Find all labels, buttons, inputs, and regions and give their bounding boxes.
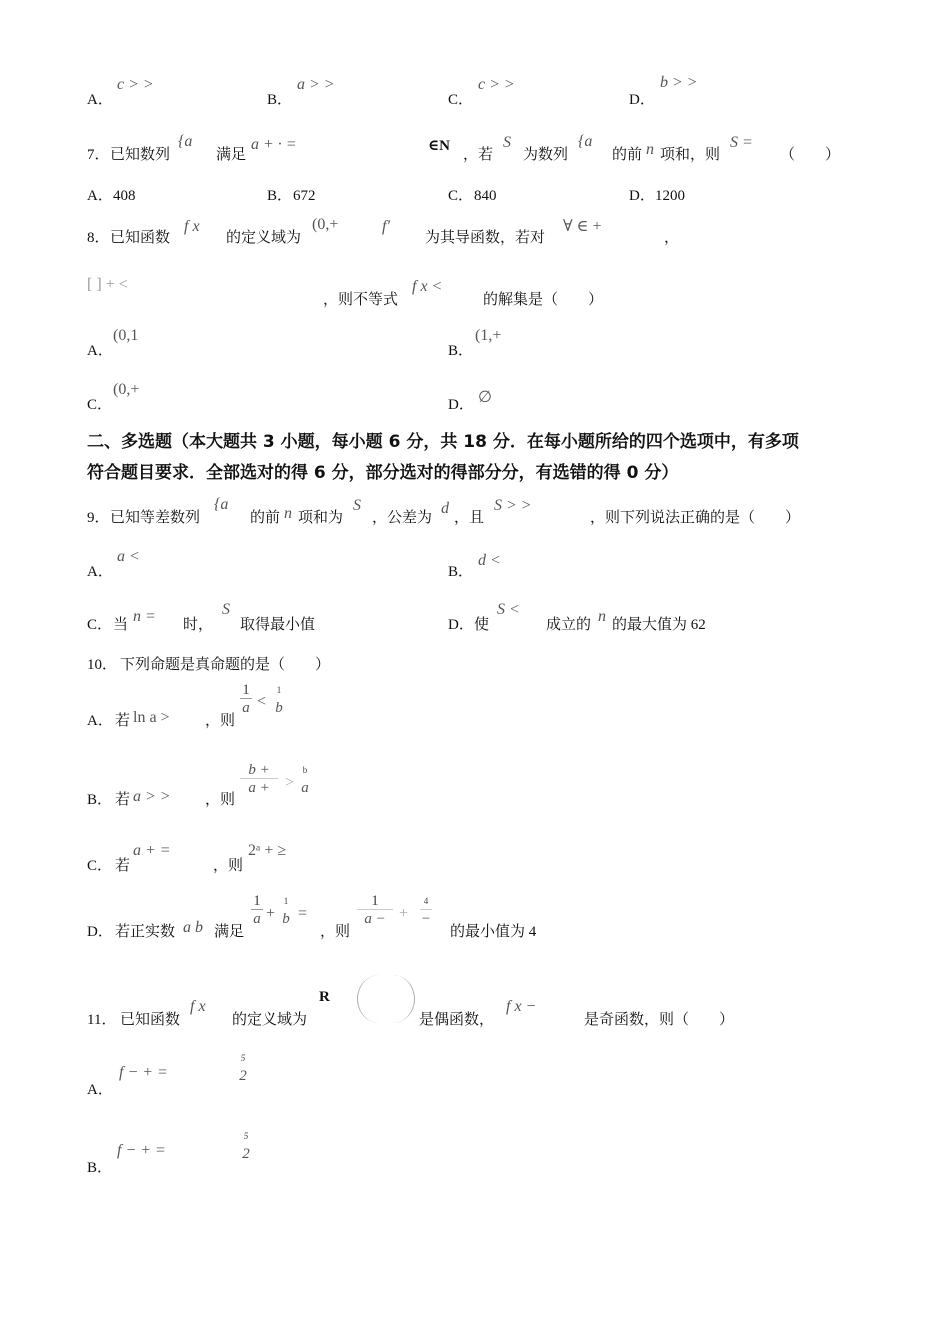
q8-option-c-expr: (0,+ xyxy=(113,381,140,398)
q10-option-a-frac1: 1 a xyxy=(240,682,252,717)
q7-option-a-value: 408 xyxy=(113,188,136,204)
q10-option-b-frac1: b + a + xyxy=(240,762,278,797)
q8-math-bracket-expr: [ ] + < xyxy=(87,276,128,293)
q10-number: 10． xyxy=(87,657,118,673)
q8-text: ， xyxy=(664,230,680,246)
q8-text: 为其导函数，若对 xyxy=(425,230,546,246)
q9-option-b-expr: d < xyxy=(478,552,501,569)
q11-math-r: R xyxy=(319,989,330,1005)
q9-option-a-label: A． xyxy=(87,564,113,580)
q10-option-c-cond: a + = xyxy=(133,842,171,859)
q10-option-d-frac2: 1 b xyxy=(280,893,292,928)
q7-option-b-label: B． xyxy=(267,188,293,204)
q7-math-n: n xyxy=(646,141,654,158)
q10-option-d-vars: a b xyxy=(183,919,203,936)
q10-option-d-mid: 满足 xyxy=(214,924,245,940)
q9-math-n: n xyxy=(284,505,292,522)
q11-option-b-label: B． xyxy=(87,1160,113,1176)
q9-option-d-pre: 使 xyxy=(474,617,490,633)
q10-option-a-cond: ln a > xyxy=(133,709,170,726)
section-2-title-line2: 符合题目要求．全部选对的得 6 分，部分选对的得部分分，有选错的得 0 分） xyxy=(87,463,679,483)
q7-text: ，若 xyxy=(463,147,494,163)
q8-text: 已知函数 xyxy=(110,230,171,246)
q7-math-in-n: ∈N xyxy=(428,138,450,154)
q8-option-d-expr: ∅ xyxy=(478,389,492,406)
q7-answer-paren: （ ） xyxy=(780,147,841,163)
q9-text: 项和为 xyxy=(298,510,344,526)
q9-option-c-pre: 当 xyxy=(113,617,129,633)
q6-option-b-label: B． xyxy=(267,92,293,108)
q10-option-a-rel: < xyxy=(257,693,267,710)
q6-option-a-label: A． xyxy=(87,92,113,108)
q10-option-d-pre: 若正实数 xyxy=(115,924,176,940)
q9-math-seq: {a xyxy=(214,496,229,513)
q9-math-cond: S > > xyxy=(494,497,532,514)
q8-option-a-expr: (0,1 xyxy=(113,327,139,344)
q8-option-b-expr: (1,+ xyxy=(475,327,502,344)
q9-option-d-mid: 成立的 xyxy=(546,617,592,633)
q9-option-c-expr2: S xyxy=(222,601,230,618)
q9-math-d: d xyxy=(441,500,449,517)
q9-option-d-expr2: n xyxy=(598,608,606,625)
q10-option-a-then: ，则 xyxy=(205,713,236,729)
q9-option-c-label: C． xyxy=(87,617,113,633)
q7-math-s-eq: S = xyxy=(730,134,753,151)
q10-option-d-text: 的最小值为 4 xyxy=(450,924,537,940)
section-2-title-line1: 二、多选题（本大题共 3 小题，每小题 6 分，共 18 分．在每小题所给的四个选项中，有多项 xyxy=(87,432,799,452)
q9-text: ，则下列说法正确的是（ ） xyxy=(590,510,801,526)
q6-option-c-expr: c > > xyxy=(478,76,515,93)
q11-text: 是偶函数， xyxy=(419,1012,495,1028)
q9-option-a-expr: a < xyxy=(117,548,140,565)
q7-option-a-label: A． xyxy=(87,188,113,204)
q8-option-c-label: C． xyxy=(87,397,113,413)
q7-math-seq2: {a xyxy=(578,133,593,150)
q6-option-d-label: D． xyxy=(629,92,655,108)
q11-math-paren-expr xyxy=(357,975,415,1023)
q6-option-a-expr: c > > xyxy=(117,76,154,93)
q9-number: 9． xyxy=(87,510,110,526)
q7-text: 的前 xyxy=(612,147,643,163)
q11-text: 已知函数 xyxy=(120,1012,181,1028)
q10-option-a-pre: 若 xyxy=(115,713,131,729)
q10-option-d-frac1: 1 a xyxy=(251,893,263,928)
q8-option-d-label: D． xyxy=(448,397,474,413)
q11-math-fx2: f x − xyxy=(506,998,537,1015)
q9-option-d-expr: S < xyxy=(497,601,520,618)
q7-text: 已知数列 xyxy=(110,147,171,163)
q6-option-d-expr: b > > xyxy=(660,74,698,91)
q8-text: ，则不等式 xyxy=(323,292,399,308)
q10-option-d-plus2: + xyxy=(399,905,409,922)
q8-number: 8． xyxy=(87,230,110,246)
q8-math-forall: ∀ ∈ + xyxy=(563,218,602,235)
q10-option-d-frac3: 1 a − xyxy=(357,893,393,928)
q7-option-d-label: D． xyxy=(629,188,655,204)
q7-math-seq: {a xyxy=(178,133,193,150)
q7-option-d-value: 1200 xyxy=(655,188,685,204)
q7-text: 满足 xyxy=(216,147,247,163)
q7-number: 7． xyxy=(87,147,110,163)
q10-option-d-eq: = xyxy=(298,905,308,922)
q11-text: 是奇函数，则（ ） xyxy=(584,1012,735,1028)
q11-option-a-expr: f − + = xyxy=(119,1064,168,1081)
q10-option-c-concl: 2ᵃ + ≥ xyxy=(248,842,287,859)
q7-math-s: S xyxy=(503,134,511,151)
q9-math-s: S xyxy=(353,497,361,514)
q7-option-c-value: 840 xyxy=(474,188,497,204)
q8-option-a-label: A． xyxy=(87,343,113,359)
q7-text: 为数列 xyxy=(523,147,569,163)
q10-option-d-plus: + xyxy=(266,905,276,922)
q11-option-a-label: A． xyxy=(87,1082,113,1098)
q6-option-c-label: C． xyxy=(448,92,474,108)
q9-option-c-text: 取得最小值 xyxy=(240,617,316,633)
q9-option-c-mid: 时， xyxy=(183,617,214,633)
q11-number: 11． xyxy=(87,1012,117,1028)
q10-option-b-cond: a > > xyxy=(133,788,171,805)
q11-option-a-frac: 5 2 xyxy=(239,1053,247,1084)
q10-option-d-then: ，则 xyxy=(320,924,351,940)
q9-option-c-expr: n = xyxy=(133,608,156,625)
q10-option-c-pre: 若 xyxy=(115,858,131,874)
q10-option-b-frac2: b a xyxy=(299,762,311,797)
q10-option-d-frac4: 4 − xyxy=(421,896,431,927)
q9-option-d-label: D． xyxy=(448,617,474,633)
q9-text: 已知等差数列 xyxy=(110,510,201,526)
q10-option-b-label: B． xyxy=(87,792,113,808)
q8-math-fx: f x xyxy=(184,218,200,235)
q10-option-a-label: A． xyxy=(87,713,113,729)
q11-option-b-expr: f − + = xyxy=(117,1142,166,1159)
q10-option-c-then: ，则 xyxy=(213,858,244,874)
q10-option-b-pre: 若 xyxy=(115,792,131,808)
q9-option-b-label: B． xyxy=(448,564,474,580)
q6-option-b-expr: a > > xyxy=(297,76,335,93)
q7-option-b-value: 672 xyxy=(293,188,316,204)
q11-math-fx: f x xyxy=(190,998,206,1015)
q8-option-b-label: B． xyxy=(448,343,474,359)
q11-text: 的定义域为 xyxy=(232,1012,308,1028)
q11-option-b-frac: 5 2 xyxy=(242,1131,250,1162)
q7-option-c-label: C． xyxy=(448,188,474,204)
q7-math-rel: a + · = xyxy=(251,136,297,153)
q10-option-b-rel: > xyxy=(285,774,295,791)
q10-option-b-then: ，则 xyxy=(205,792,236,808)
q9-text: ，且 xyxy=(454,510,485,526)
q8-math-ineq: f x < xyxy=(412,278,443,295)
q10-option-d-label: D． xyxy=(87,924,113,940)
q8-math-domain: (0,+ xyxy=(312,216,339,233)
q9-text: ，公差为 xyxy=(372,510,433,526)
q8-math-fprime: f′ xyxy=(382,218,390,235)
q10-option-a-frac2: 1 b xyxy=(273,682,285,717)
q10-option-c-label: C． xyxy=(87,858,113,874)
q8-text: 的定义域为 xyxy=(226,230,302,246)
q7-text: 项和，则 xyxy=(660,147,721,163)
q9-option-d-text: 的最大值为 62 xyxy=(612,617,706,633)
q8-text: 的解集是（ ） xyxy=(483,292,604,308)
q10-stem: 下列命题是真命题的是（ ） xyxy=(120,657,331,673)
q9-text: 的前 xyxy=(250,510,281,526)
